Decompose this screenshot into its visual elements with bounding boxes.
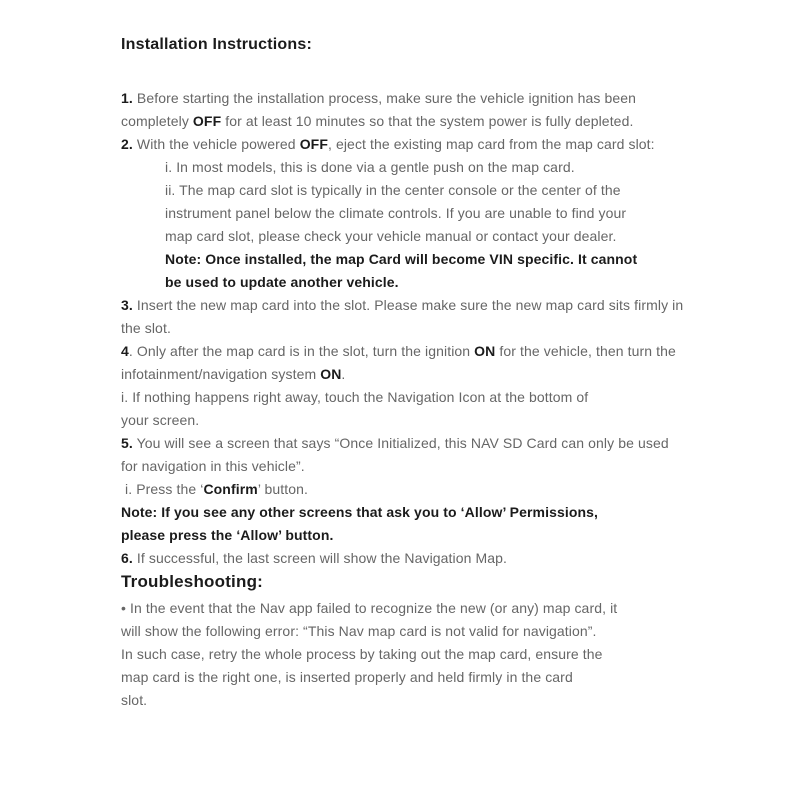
bold-text: be used to update another vehicle. — [165, 274, 399, 290]
body-text: ii. The map card slot is typically in the center console or the center of the — [165, 182, 621, 198]
bold-text: 2. — [121, 136, 133, 152]
text-line — [121, 524, 760, 547]
text-line — [121, 547, 760, 570]
text-line — [121, 340, 760, 363]
bold-text: 4 — [121, 343, 129, 359]
text-line — [121, 409, 760, 432]
body-text: i. Press the ‘ — [125, 481, 204, 497]
bold-text: 6. — [121, 550, 133, 566]
text-line — [121, 87, 760, 110]
bold-text: 1. — [121, 90, 133, 106]
text-line — [121, 478, 760, 501]
text-line — [121, 597, 760, 620]
bold-text: 5. — [121, 435, 133, 451]
document-title: Installation Instructions: — [121, 36, 312, 53]
body-text: In such case, retry the whole process by taking out the map card, ensure the — [121, 646, 603, 662]
text-line — [121, 363, 760, 386]
section-heading: Troubleshooting: — [121, 572, 264, 591]
text-line — [121, 133, 760, 156]
text-line — [121, 620, 760, 643]
text-line — [121, 110, 760, 133]
body-text: instrument panel below the climate controls. If you are unable to find your — [165, 205, 627, 221]
body-text: . Only after the map card is in the slot, turn the ignition — [128, 343, 475, 359]
bold-text: OFF — [192, 113, 222, 129]
body-text: the slot. — [121, 320, 171, 336]
bold-text: ON — [474, 343, 496, 359]
text-line — [121, 248, 760, 271]
body-text: for navigation in this vehicle”. — [121, 458, 305, 474]
bold-text: Confirm — [203, 481, 258, 497]
body-text: will show the following error: “This Nav map card is not valid for navigation”. — [121, 623, 597, 639]
bold-text: please press the ‘Allow’ button. — [121, 527, 334, 543]
text-line — [121, 179, 760, 202]
body-text: map card is the right one, is inserted properly and held firmly in the card — [121, 669, 573, 685]
text-line — [121, 501, 760, 524]
body-text: With the vehicle powered — [132, 136, 300, 152]
text-line — [121, 271, 760, 294]
body-text: • In the event that the Nav app failed to recognize the new (or any) map card, it — [121, 600, 618, 616]
bold-text: Note: Once installed, the map Card will become VIN specific. It cannot — [165, 251, 638, 267]
body-text: infotainment/navigation system — [121, 366, 321, 382]
document-body — [121, 87, 760, 712]
body-text: i. In most models, this is done via a gentle push on the map card. — [165, 159, 575, 175]
body-text: Before starting the installation process, make sure the vehicle ignition has been — [132, 90, 637, 106]
body-text: i. If nothing happens right away, touch the Navigation Icon at the bottom of — [121, 389, 589, 405]
body-text: map card slot, please check your vehicle manual or contact your dealer. — [165, 228, 617, 244]
bold-text: OFF — [299, 136, 328, 152]
bold-text: 3. — [121, 297, 133, 313]
body-text: Insert the new map card into the slot. Please make sure the new map card sits firmly in — [132, 297, 684, 313]
body-text: for the vehicle, then turn the — [495, 343, 676, 359]
text-line — [121, 317, 760, 340]
text-line — [121, 455, 760, 478]
text-line — [121, 432, 760, 455]
body-text: If successful, the last screen will show the Navigation Map. — [132, 550, 508, 566]
body-text: your screen. — [121, 412, 200, 428]
text-line — [121, 225, 760, 248]
body-text: , eject the existing map card from the map card slot: — [327, 136, 655, 152]
text-line — [121, 202, 760, 225]
body-text: . — [341, 366, 346, 382]
text-line — [121, 156, 760, 179]
body-text: ’ button. — [257, 481, 309, 497]
text-line — [121, 689, 760, 712]
text-line — [121, 294, 760, 317]
text-line — [121, 643, 760, 666]
body-text: for at least 10 minutes so that the system power is fully depleted. — [221, 113, 634, 129]
bold-text: Note: If you see any other screens that ask you to ‘Allow’ Permissions, — [121, 504, 599, 520]
body-text: You will see a screen that says “Once Initialized, this NAV SD Card can only be used — [132, 435, 669, 451]
text-line — [121, 386, 760, 409]
text-line — [121, 666, 760, 689]
bold-text: ON — [320, 366, 342, 382]
body-text: slot. — [121, 692, 148, 708]
body-text: completely — [121, 113, 193, 129]
